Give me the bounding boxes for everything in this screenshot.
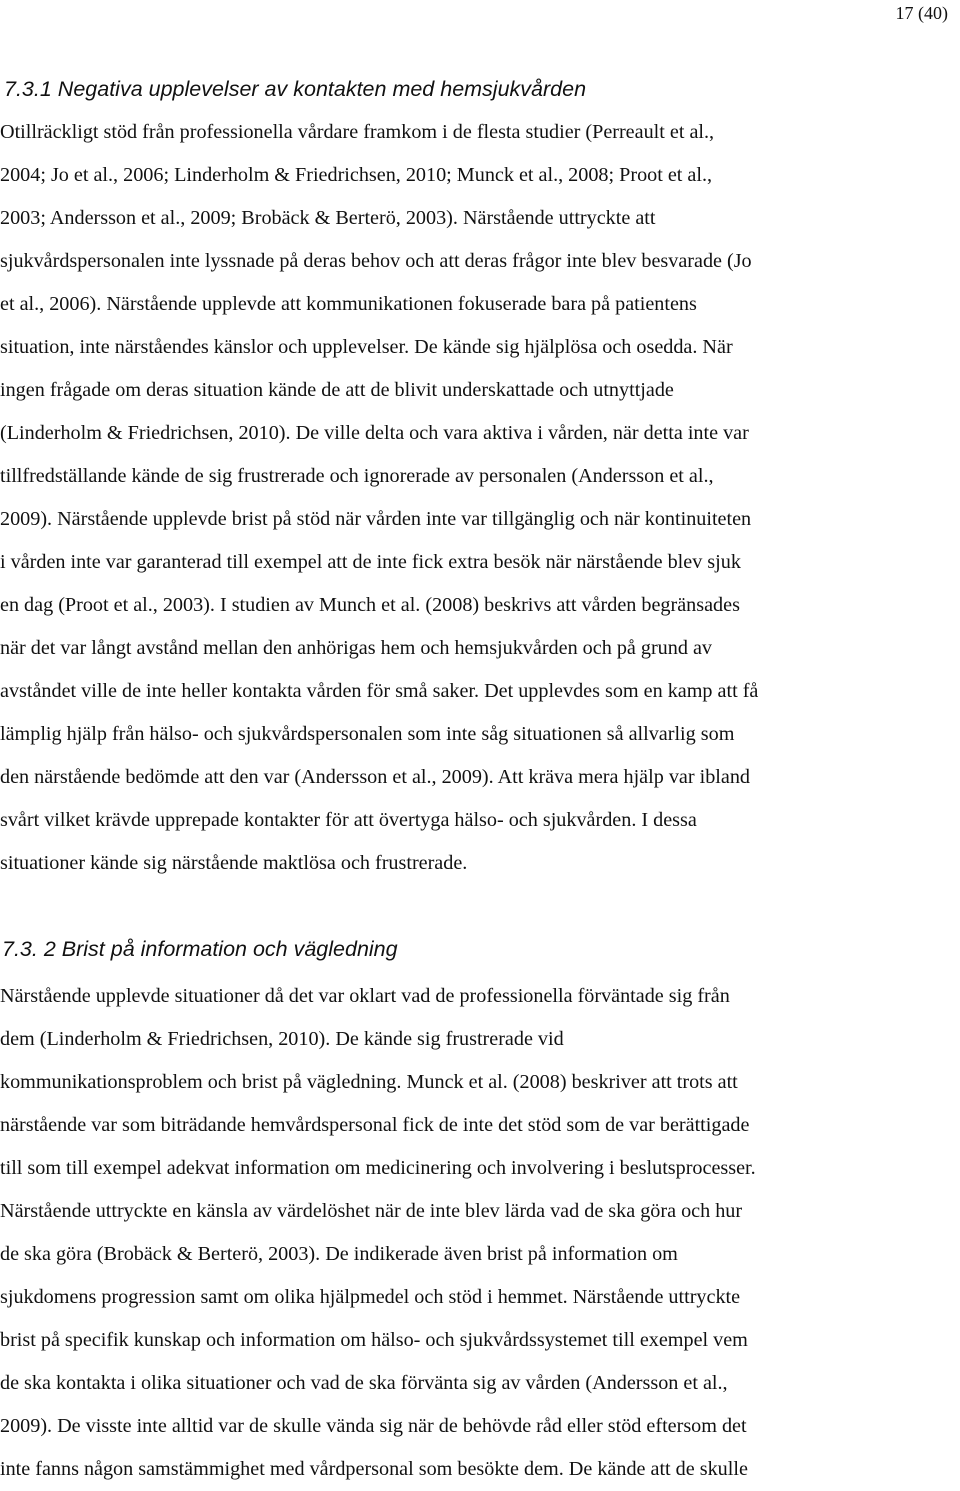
text-line: lämplig hjälp från hälso- och sjukvårdspersonalen som inte såg situationen så allvarlig som <box>0 723 735 745</box>
text-line: 2003; Andersson et al., 2009; Brobäck & Berterö, 2003). Närstående uttryckte att <box>0 207 656 229</box>
section-heading-negative-experiences: 7.3.1 Negativa upplevelser av kontakten med hemsjukvården <box>4 77 587 101</box>
text-line: inte fanns någon samstämmighet med vårdpersonal som besökte dem. De kände att de skulle <box>0 1458 748 1480</box>
text-line: situation, inte närståendes känslor och upplevelser. De kände sig hjälplösa och osedda. När <box>0 336 733 358</box>
paragraph-lack-of-information <box>0 975 960 1491</box>
text-line: svårt vilket krävde upprepade kontakter för att övertyga hälso- och sjukvården. I dessa <box>0 809 697 831</box>
page-number: 17 (40) <box>895 3 948 23</box>
text-line: 2004; Jo et al., 2006; Linderholm & Friedrichsen, 2010; Munck et al., 2008; Proot et al., <box>0 164 713 186</box>
text-line: Närstående uttryckte en känsla av värdelöshet när de inte blev lärda vad de ska göra och hur <box>0 1200 743 1222</box>
text-line: dem (Linderholm & Friedrichsen, 2010). De kände sig frustrerade vid <box>0 1028 564 1050</box>
text-line: sjukvårdspersonalen inte lyssnade på deras behov och att deras frågor inte blev besvarade (Jo <box>0 250 752 272</box>
section-heading-lack-of-information: 7.3. 2 Brist på information och vägledning <box>2 937 398 961</box>
text-line: kommunikationsproblem och brist på vägledning. Munck et al. (2008) beskriver att trots att <box>0 1071 738 1093</box>
text-line: de ska göra (Brobäck & Berterö, 2003). De indikerade även brist på information om <box>0 1243 678 1265</box>
text-line: Närstående upplevde situationer då det var oklart vad de professionella förväntade sig från <box>0 985 730 1007</box>
text-line: et al., 2006). Närstående upplevde att kommunikationen fokuserade bara på patientens <box>0 293 697 315</box>
paragraph-negative-experiences <box>0 111 960 885</box>
text-line: 2009). De visste inte alltid var de skulle vända sig när de behövde råd eller stöd eftersom det <box>0 1415 747 1437</box>
text-line: sjukdomens progression samt om olika hjälpmedel och stöd i hemmet. Närstående uttryckte <box>0 1286 741 1308</box>
text-line: den närstående bedömde att den var (Andersson et al., 2009). Att kräva mera hjälp var ibland <box>0 766 750 788</box>
text-line: i vården inte var garanterad till exempel att de inte fick extra besök när närstående blev sjuk <box>0 551 741 573</box>
text-line: de ska kontakta i olika situationer och vad de ska förvänta sig av vården (Andersson et al., <box>0 1372 728 1394</box>
text-line: närstående var som biträdande hemvårdspersonal fick de inte det stöd som de var berättigade <box>0 1114 750 1136</box>
text-line: 2009). Närstående upplevde brist på stöd när vården inte var tillgänglig och när kontinuiteten <box>0 508 752 530</box>
text-line: när det var långt avstånd mellan den anhörigas hem och hemsjukvården och på grund av <box>0 637 713 659</box>
text-line: ingen frågade om deras situation kände de att de blivit underskattade och utnyttjade <box>0 379 674 401</box>
text-line: (Linderholm & Friedrichsen, 2010). De ville delta och vara aktiva i vården, när detta inte var <box>0 422 749 444</box>
text-line: till som till exempel adekvat information om medicinering och involvering i beslutsprocesser. <box>0 1157 756 1179</box>
text-line: brist på specifik kunskap och information om hälso- och sjukvårdssystemet till exempel vem <box>0 1329 748 1351</box>
text-line: tillfredställande kände de sig frustrerade och ignorerade av personalen (Andersson et al., <box>0 465 714 487</box>
text-line: en dag (Proot et al., 2003). I studien av Munch et al. (2008) beskrivs att vården begränsades <box>0 594 740 616</box>
text-line: avståndet ville de inte heller kontakta vården för små saker. Det upplevdes som en kamp att få <box>0 680 759 702</box>
text-line: situationer kände sig närstående maktlösa och frustrerade. <box>0 852 468 874</box>
text-line: Otillräckligt stöd från professionella vårdare framkom i de flesta studier (Perreault et al., <box>0 121 715 143</box>
